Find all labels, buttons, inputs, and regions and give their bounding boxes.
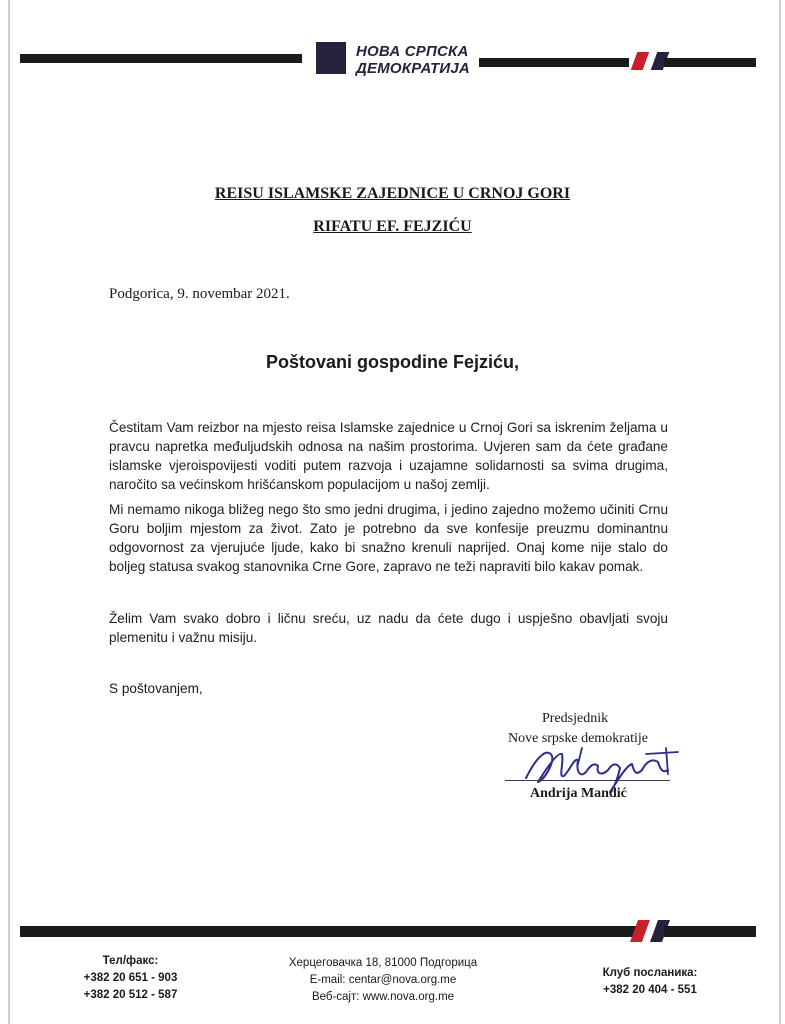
header-band-right (479, 58, 629, 67)
header-flag-stripes (628, 52, 668, 70)
signatory-name: Andrija Mandić (530, 786, 627, 801)
body-paragraph-1: Čestitam Vam reizbor na mjesto reisa Islamske zajednice u Crnoj Gori sa iskrenim željama u pravcu napretka međuljudskih odnosa na našim prostorima. Uvjeren sam da ćete građane islamske vjeroispovijesti voditi putem razvoja i uzajamne solidarnosti sa svima drugima, naročito sa većinskom hrišćanskom populacijom u našoj zemlji. (109, 420, 668, 492)
party-logo-text (356, 43, 470, 77)
footer-website: Веб-сајт: www.nova.org.me (311, 991, 455, 1003)
signatory-party: Nove srpske demokratije (508, 731, 648, 746)
signature-line (505, 780, 670, 781)
logo-line-2: ДЕМОКРАТИЈА (356, 60, 470, 77)
footer-phone-1: +382 20 651 - 903 (83, 972, 178, 984)
salutation: Poštovani gospodine Fejziću, (265, 352, 520, 372)
footer-email: E-mail: centar@nova.org.me (309, 974, 457, 986)
footer-phone-block (68, 953, 193, 1004)
footer-phone-label: Тел/факс: (102, 955, 159, 967)
page-edge-right (779, 0, 781, 1024)
footer-flag-stripes (628, 920, 668, 942)
footer-club-block (580, 965, 720, 999)
closing-phrase: S poštovanjem, (109, 681, 203, 696)
footer-band-right (664, 926, 756, 937)
footer-address-block (263, 955, 503, 1006)
footer-club-phone: +382 20 404 - 551 (603, 984, 697, 996)
body-paragraph-3: Želim Vam svako dobro i ličnu sreću, uz nadu da ćete dugo i uspješno obavljati svoju plemenitu i važnu misiju. (109, 611, 668, 645)
letter-date: Podgorica, 9. novembar 2021. (109, 286, 290, 302)
footer-club-label: Клуб посланика: (602, 967, 698, 979)
recipient-line-2: RIFATU EF. FEJZIĆU (313, 218, 472, 235)
footer-phone-2: +382 20 512 - 587 (83, 989, 178, 1001)
header-band-far-right (664, 58, 756, 67)
recipient-line-1: REISU ISLAMSKE ZAJEDNICE U CRNOJ GORI (214, 185, 571, 202)
logo-line-1: НОВА СРПСКА (356, 43, 469, 60)
footer-band-left (20, 926, 636, 937)
party-logo-mark (316, 42, 346, 74)
signatory-role: Predsjednik (542, 711, 609, 726)
body-paragraph-2: Mi nemamo nikoga bližeg nego što smo jedni drugima, i jedino zajedno možemo učiniti Crnu Goru boljim mjestom za život. Zato je potrebno da sve konfesije preuzmu dominantnu odgovornost za vjerujuće ljude, kako bi snažno krenuli naprijed. Onaj kome nije stalo do boljeg statusa svakog stanovnika Crne Gore, zapravo ne teži napraviti bilo kakav pomak. (109, 502, 668, 574)
footer-address: Херцеговачка 18, 81000 Подгорица (288, 957, 478, 969)
header-band-left (20, 54, 302, 63)
page-edge-left (8, 0, 10, 1024)
